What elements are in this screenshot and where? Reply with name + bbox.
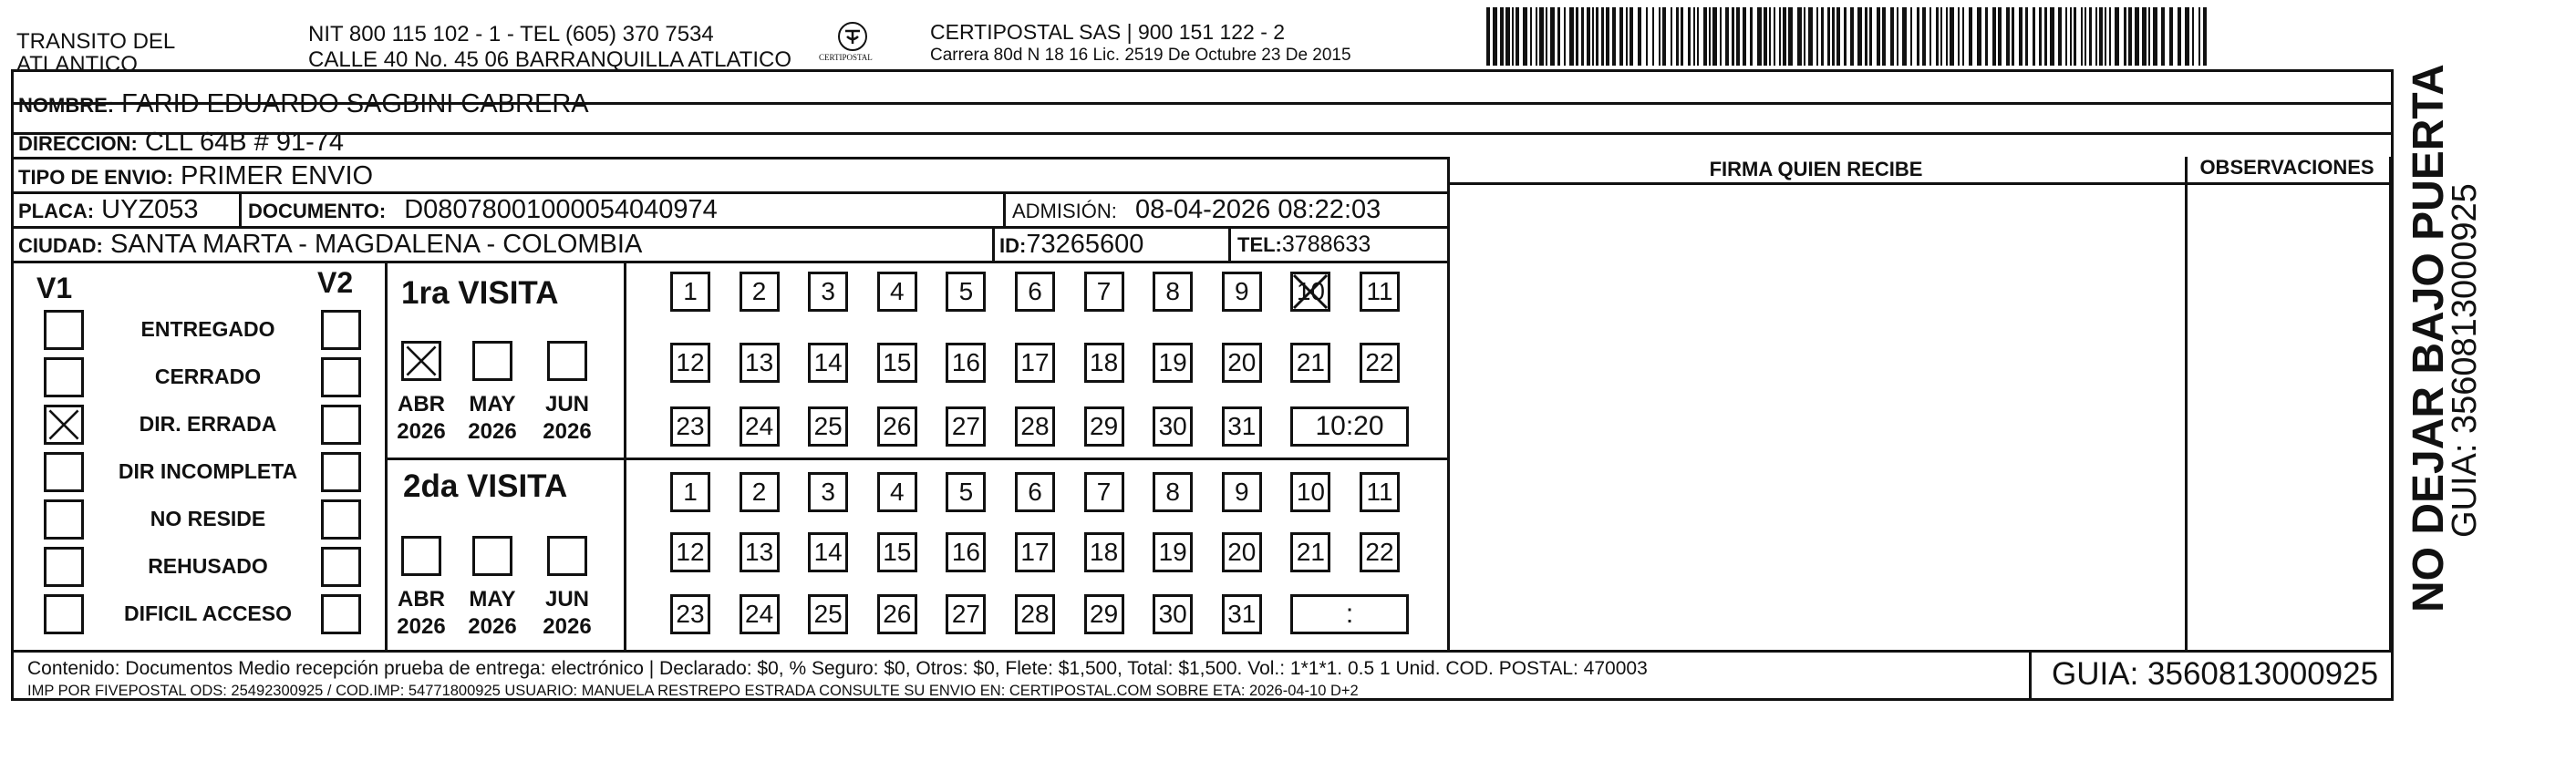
visit2-day-number: 2 [751, 478, 767, 506]
v2-checkbox[interactable] [321, 310, 361, 350]
barcode-icon [1483, 7, 2212, 66]
id-value: 73265600 [1026, 230, 1144, 259]
visit1-day-box[interactable] [946, 272, 986, 312]
visit2-day-number: 31 [1227, 600, 1257, 628]
visit1-day-number: 6 [1028, 277, 1042, 305]
visit2-day-number: 12 [676, 538, 705, 566]
visit1-day-number: 2 [751, 277, 767, 305]
visit2-day-box[interactable] [877, 532, 917, 572]
visit2-day-box[interactable] [670, 532, 710, 572]
visit1-day-box[interactable] [1015, 406, 1055, 447]
v1-checkbox[interactable] [44, 499, 84, 540]
print-line: IMP POR FIVEPOSTAL ODS: 25492300925 / COD.IMP: 54771800925 USUARIO: MANUELA RESTREPO ESTRADA CONSULTE SU ENVIO EN: CERTIPOSTAL.COM SOBRE ETA: 2026-04-10 D+2 [27, 683, 1359, 699]
visit1-day-number: 22 [1365, 348, 1394, 376]
v1-checkbox[interactable] [44, 357, 84, 397]
visit1-day-number: 17 [1020, 348, 1050, 376]
x-mark-icon [404, 344, 439, 378]
visit2-month-label: ABR [398, 587, 445, 612]
tel-label: TEL: [1237, 233, 1282, 256]
visit2-day-number: 4 [890, 478, 905, 506]
visit2-day-box[interactable] [1153, 532, 1193, 572]
visit1-day-number: 19 [1158, 348, 1187, 376]
status-reason-label: NO RESIDE [150, 507, 266, 530]
column-divider [239, 191, 242, 226]
visit2-day-box[interactable] [1015, 532, 1055, 572]
visit2-day-box[interactable] [1360, 532, 1400, 572]
visit1-day-box[interactable] [808, 406, 848, 447]
visit2-title: 2da VISITA [403, 468, 568, 504]
footer-divider [11, 650, 2394, 653]
visit2-day-number: 13 [745, 538, 774, 566]
status-reason-label: DIR. ERRADA [139, 412, 277, 436]
visit1-day-number: 31 [1227, 412, 1257, 440]
v2-checkbox[interactable] [321, 547, 361, 587]
v1-label: V1 [36, 272, 73, 304]
visit1-day-box[interactable] [740, 406, 780, 447]
visit1-day-number: 30 [1158, 412, 1187, 440]
row-divider [1447, 182, 2394, 185]
tel-value: 3788633 [1281, 231, 1371, 257]
column-divider [624, 261, 626, 650]
visit1-day-number: 12 [676, 348, 705, 376]
id-row [999, 230, 1143, 260]
plate-row [18, 195, 199, 225]
courier-license: Carrera 80d N 18 16 Lic. 2519 De Octubre 23 De 2015 [930, 46, 1351, 65]
visit1-day-box[interactable] [1084, 272, 1124, 312]
document-label: DOCUMENTO: [248, 200, 387, 222]
visit2-month-checkbox[interactable] [401, 536, 441, 576]
visit2-day-number: 10 [1296, 478, 1325, 506]
visit2-day-box[interactable] [1084, 594, 1124, 634]
row-divider [11, 261, 1447, 263]
shipping-type: PRIMER ENVIO [180, 161, 374, 190]
visit1-month-label: MAY [469, 392, 516, 416]
document-value: D08078001000054040974 [404, 195, 718, 224]
status-reason-label: CERRADO [154, 365, 262, 388]
visit2-day-number: 16 [951, 538, 980, 566]
visit1-day-box[interactable] [1153, 406, 1193, 447]
status-reason-label: ENTREGADO [140, 317, 275, 341]
plate-label: PLACA: [18, 200, 95, 222]
visit1-day-box[interactable] [1222, 406, 1262, 447]
visit1-day-number: 16 [951, 348, 980, 376]
shipping-type-label: TIPO DE ENVIO: [18, 166, 173, 189]
status-reason-label: DIFICIL ACCESO [123, 602, 292, 625]
visit2-day-box[interactable] [1222, 472, 1262, 512]
visit2-day-box[interactable] [1084, 472, 1124, 512]
visit2-day-number: 24 [745, 600, 774, 628]
visit2-day-number: 25 [813, 600, 843, 628]
sender-name-line1: TRANSITO DEL [16, 29, 176, 54]
v2-checkbox[interactable] [321, 452, 361, 492]
visit2-day-box[interactable] [1084, 532, 1124, 572]
column-divider [2185, 157, 2188, 650]
visit1-day-box[interactable] [1153, 272, 1193, 312]
visit1-day-number: 20 [1227, 348, 1257, 376]
side-guia-number: GUIA: 3560813000925 [2446, 183, 2484, 538]
visit2-day-box[interactable] [808, 532, 848, 572]
visit1-day-box[interactable] [1084, 343, 1124, 383]
signature-area[interactable] [1452, 187, 2181, 647]
recipient-name-row [18, 89, 589, 119]
visit1-day-number: 9 [1235, 277, 1249, 305]
v1-checkbox[interactable] [44, 452, 84, 492]
visit2-day-number: 14 [813, 538, 843, 566]
visit1-day-box[interactable] [946, 406, 986, 447]
visit1-title: 1ra VISITA [401, 275, 559, 311]
visit2-day-number: 22 [1365, 538, 1394, 566]
visit1-day-number: 21 [1296, 348, 1325, 376]
visit-divider [385, 458, 1447, 460]
visit2-day-box[interactable] [877, 472, 917, 512]
visit1-month-checkbox[interactable] [547, 341, 587, 381]
visit2-day-number: 3 [821, 478, 835, 506]
row-divider [11, 191, 1447, 194]
visit1-day-number: 18 [1090, 348, 1119, 376]
visit2-day-number: 9 [1235, 478, 1249, 506]
visit1-day-box[interactable] [1015, 343, 1055, 383]
visit1-day-box[interactable] [877, 343, 917, 383]
city-row [18, 230, 642, 260]
sender-nit: NIT 800 115 102 - 1 - TEL (605) 370 7534 [308, 22, 714, 46]
certipostal-logo [817, 18, 888, 69]
city-label: CIUDAD: [18, 234, 103, 257]
visit1-month-checkbox[interactable] [401, 341, 441, 381]
status-reason-label: REHUSADO [148, 554, 268, 578]
column-divider [1228, 226, 1231, 261]
visit2-day-box[interactable] [877, 594, 917, 634]
v1-checkbox[interactable] [44, 310, 84, 350]
x-mark-icon [47, 407, 81, 442]
visit2-day-number: 26 [883, 600, 912, 628]
visit2-day-box[interactable] [740, 472, 780, 512]
visit2-month-checkbox[interactable] [472, 536, 512, 576]
v1-checkbox[interactable] [44, 594, 84, 634]
visit1-day-number: 7 [1096, 277, 1112, 305]
visit1-day-box[interactable] [670, 343, 710, 383]
visit2-day-box[interactable] [1222, 532, 1262, 572]
visit2-day-box[interactable] [808, 594, 848, 634]
visit2-day-box[interactable] [946, 594, 986, 634]
visit1-day-box[interactable] [1360, 343, 1400, 383]
visit2-day-box[interactable] [1153, 472, 1193, 512]
footer-guia-number: GUIA: 3560813000925 [2052, 656, 2379, 692]
visit2-day-number: 8 [1165, 478, 1180, 506]
visit1-day-box[interactable] [877, 272, 917, 312]
visit2-day-number: 23 [676, 600, 705, 628]
row-divider [11, 226, 1447, 229]
x-mark-icon [1290, 272, 1330, 312]
name-label: NOMBRE: [18, 94, 115, 117]
column-divider [2389, 157, 2392, 650]
visit2-time-box[interactable]: : [1290, 594, 1409, 634]
visit1-day-number: 1 [683, 277, 698, 305]
visit2-day-box[interactable] [946, 472, 986, 512]
visit2-day-number: 27 [951, 600, 980, 628]
visit1-day-box[interactable] [1015, 272, 1055, 312]
visit2-month-label: MAY [469, 587, 516, 612]
barcode [1483, 7, 2212, 66]
address-label: DIRECCIÓN: [18, 132, 138, 155]
tel-row [1237, 231, 1371, 258]
do-not-leave-under-door-warning: NO DEJAR BAJO PUERTA [2405, 64, 2453, 612]
visit2-day-number: 6 [1028, 478, 1042, 506]
visit2-day-number: 21 [1296, 538, 1325, 566]
visit1-day-box[interactable] [877, 406, 917, 447]
visit2-day-number: 29 [1090, 600, 1119, 628]
visit1-day-box[interactable] [670, 406, 710, 447]
visit1-day-box[interactable] [946, 343, 986, 383]
visit1-day-box[interactable] [808, 343, 848, 383]
visit1-year-label: 2026 [468, 419, 517, 444]
v2-checkbox[interactable] [321, 357, 361, 397]
document-row [248, 195, 718, 225]
contents-line: Contenido: Documentos Medio recepción prueba de entrega: electrónico | Declarado: $0, % Seguro: $0, Otros: $0, Flete: $1,500, Total: $1,500. Vol.: 1*1*1. 0.5 1 Unid. COD. POSTAL: 470003 [27, 658, 1648, 679]
visit2-day-box[interactable] [808, 472, 848, 512]
column-divider [385, 261, 388, 650]
admission-row [1012, 195, 1381, 225]
visit1-day-number: 15 [883, 348, 912, 376]
visit1-day-box[interactable] [1290, 272, 1330, 312]
row-divider [11, 132, 2394, 135]
visit2-day-box[interactable] [670, 472, 710, 512]
column-divider [1003, 191, 1006, 226]
v1-checkbox[interactable] [44, 405, 84, 445]
visit1-day-number: 3 [821, 277, 835, 305]
visit1-day-box[interactable] [1222, 272, 1262, 312]
visit2-day-number: 30 [1158, 600, 1187, 628]
visit1-month-checkbox[interactable] [472, 341, 512, 381]
observations-header: OBSERVACIONES [2199, 156, 2374, 179]
visit1-day-number: 28 [1020, 412, 1050, 440]
visit2-day-box[interactable] [1290, 532, 1330, 572]
visit2-day-box[interactable] [740, 594, 780, 634]
visit1-day-box[interactable] [670, 272, 710, 312]
visit2-day-number: 15 [883, 538, 912, 566]
v2-checkbox[interactable] [321, 405, 361, 445]
visit2-day-box[interactable] [1015, 594, 1055, 634]
visit1-day-box[interactable] [740, 272, 780, 312]
visit2-month-label: JUN [544, 587, 589, 612]
visit1-day-box[interactable] [1084, 406, 1124, 447]
column-divider [1447, 157, 1450, 650]
visit2-day-number: 11 [1366, 478, 1393, 506]
visit1-day-box[interactable] [1222, 343, 1262, 383]
v2-checkbox[interactable] [321, 499, 361, 540]
visit1-day-number: 26 [883, 412, 912, 440]
visit2-day-number: 18 [1090, 538, 1119, 566]
recipient-address: CLL 64B # 91-74 [144, 128, 345, 157]
visit2-day-number: 28 [1020, 600, 1050, 628]
v2-checkbox[interactable] [321, 594, 361, 634]
v2-label: V2 [317, 266, 354, 299]
admission-label: ADMISIÓN: [1012, 200, 1117, 222]
visit2-day-box[interactable] [670, 594, 710, 634]
visit1-day-number: 4 [890, 277, 905, 305]
visit2-day-box[interactable] [946, 532, 986, 572]
sender-address: CALLE 40 No. 45 06 BARRANQUILLA ATLATICO [308, 47, 792, 72]
recipient-name: FARID EDUARDO SAGBINI CABRERA [121, 89, 589, 118]
v1-checkbox[interactable] [44, 547, 84, 587]
visit2-year-label: 2026 [543, 614, 592, 639]
observations-area[interactable] [2189, 187, 2386, 647]
certipostal-logo-text: CERTIPOSTAL [819, 53, 873, 62]
visit1-day-number: 23 [676, 412, 705, 440]
visit1-day-number: 24 [745, 412, 774, 440]
signature-header: FIRMA QUIEN RECIBE [1709, 158, 1923, 180]
visit2-day-box[interactable] [1153, 594, 1193, 634]
city-value: SANTA MARTA - MAGDALENA - COLOMBIA [109, 230, 643, 259]
column-divider [2029, 650, 2032, 701]
visit2-day-number: 19 [1158, 538, 1187, 566]
plate-value: UYZ053 [101, 195, 199, 224]
visit2-day-number: 5 [958, 478, 974, 506]
recipient-address-row [18, 128, 344, 158]
visit1-day-number: 14 [813, 348, 843, 376]
visit1-month-label: JUN [544, 392, 589, 416]
visit1-day-number: 25 [813, 412, 843, 440]
visit1-month-label: ABR [398, 392, 445, 416]
id-label: ID: [999, 234, 1027, 257]
visit1-day-number: 5 [958, 277, 974, 305]
visit2-day-number: 20 [1227, 538, 1257, 566]
visit2-day-number: 7 [1096, 478, 1112, 506]
visit2-day-box[interactable] [1290, 472, 1330, 512]
visit2-year-label: 2026 [468, 614, 517, 639]
visit2-day-box[interactable] [1222, 594, 1262, 634]
courier-info: CERTIPOSTAL SAS | 900 151 122 - 2 [930, 20, 1286, 44]
visit1-time-box[interactable]: 10:20 [1290, 406, 1409, 447]
visit2-day-box[interactable] [740, 532, 780, 572]
sender-name-line2: ATLANTICO [16, 52, 138, 77]
status-reason-label: DIR INCOMPLETA [118, 459, 298, 483]
visit2-day-box[interactable] [1015, 472, 1055, 512]
visit2-day-number: 17 [1020, 538, 1050, 566]
visit1-day-box[interactable] [1153, 343, 1193, 383]
shipping-type-row [18, 161, 373, 191]
column-divider [992, 226, 995, 261]
visit2-month-checkbox[interactable] [547, 536, 587, 576]
visit2-day-box[interactable] [1360, 472, 1400, 512]
visit1-day-number: 10 [1296, 277, 1325, 305]
admission-value: 08-04-2026 08:22:03 [1134, 195, 1381, 224]
visit1-day-box[interactable] [740, 343, 780, 383]
visit1-year-label: 2026 [397, 419, 446, 444]
visit2-year-label: 2026 [397, 614, 446, 639]
visit1-day-number: 11 [1366, 277, 1393, 305]
visit1-year-label: 2026 [543, 419, 592, 444]
visit1-day-number: 29 [1090, 412, 1119, 440]
visit1-day-box[interactable] [1360, 272, 1400, 312]
visit1-day-number: 27 [951, 412, 980, 440]
visit1-day-number: 8 [1165, 277, 1180, 305]
visit1-day-box[interactable] [808, 272, 848, 312]
visit1-day-number: 13 [745, 348, 774, 376]
visit2-day-number: 1 [683, 478, 698, 506]
x-mark [1290, 272, 1330, 312]
visit1-day-box[interactable] [1290, 343, 1330, 383]
